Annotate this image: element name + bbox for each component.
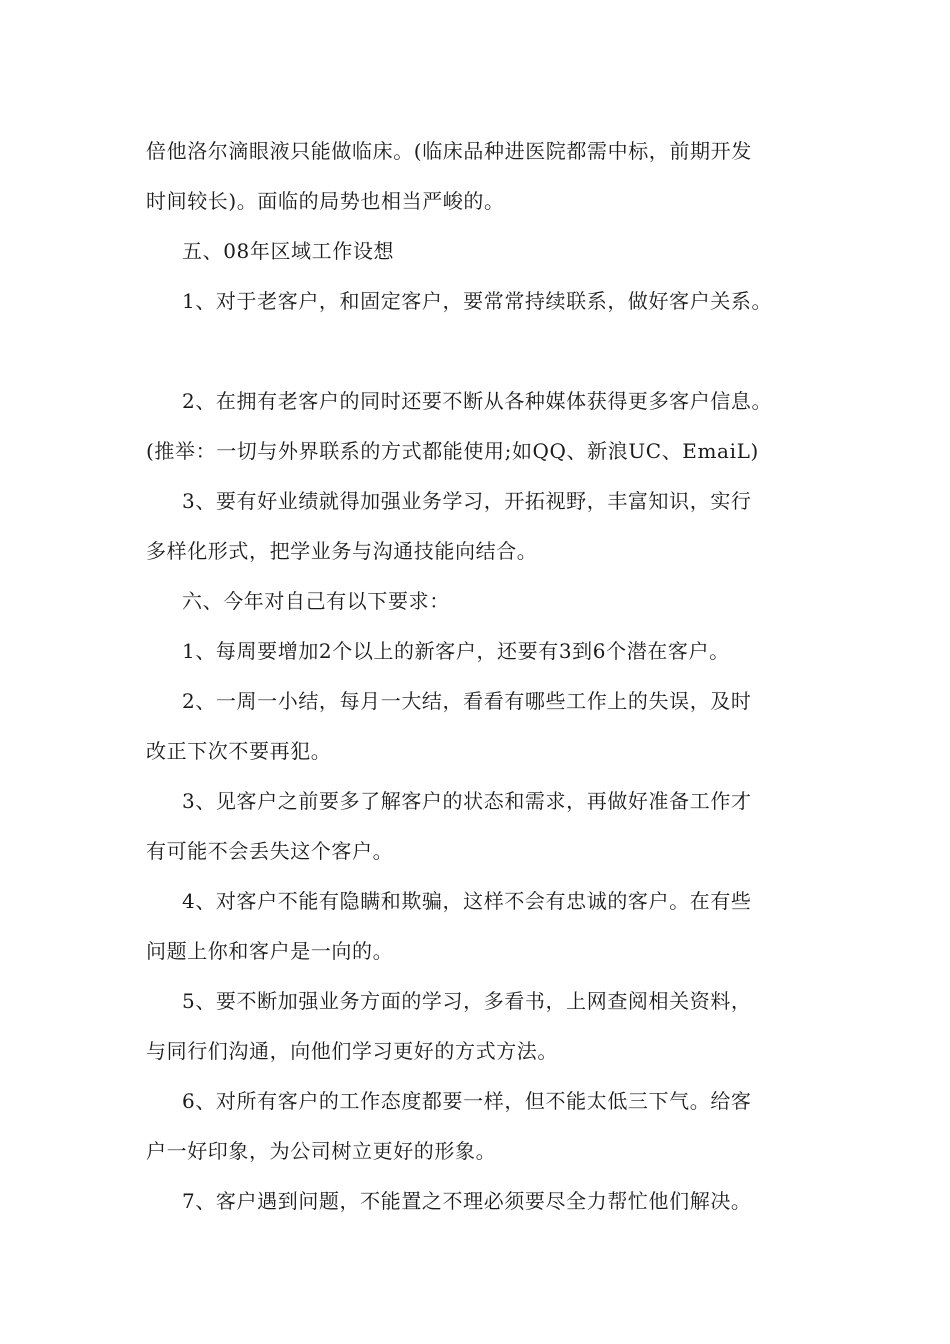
text-line: 多样化形式，把学业务与沟通技能向结合。 bbox=[146, 539, 538, 563]
text-line: 问题上你和客户是一向的。 bbox=[146, 939, 394, 963]
text-line: 时间较长)。面临的局势也相当严峻的。 bbox=[146, 189, 505, 213]
text-line: 与同行们沟通，向他们学习更好的方式方法。 bbox=[146, 1039, 558, 1063]
text-line: 户一好印象，为公司树立更好的形象。 bbox=[146, 1139, 497, 1163]
text-line: 7、客户遇到问题，不能置之不理必须要尽全力帮忙他们解决。 bbox=[182, 1189, 752, 1213]
text-line: 倍他洛尔滴眼液只能做临床。(临床品种进医院都需中标，前期开发 bbox=[146, 139, 752, 163]
text-line: 1、每周要增加2个以上的新客户，还要有3到6个潜在客户。 bbox=[182, 639, 730, 663]
text-line: 有可能不会丢失这个客户。 bbox=[146, 839, 394, 863]
text-line: 6、对所有客户的工作态度都要一样，但不能太低三下气。给客 bbox=[182, 1089, 752, 1113]
text-line: 2、在拥有老客户的同时还要不断从各种媒体获得更多客户信息。 bbox=[182, 389, 773, 413]
section-heading: 六、今年对自己有以下要求： bbox=[182, 589, 450, 613]
text-line: 改正下次不要再犯。 bbox=[146, 739, 332, 763]
text-line: 2、一周一小结，每月一大结，看看有哪些工作上的失误，及时 bbox=[182, 689, 752, 713]
text-line: 1、对于老客户，和固定客户，要常常持续联系，做好客户关系。 bbox=[182, 289, 773, 313]
section-heading: 五、08年区域工作设想 bbox=[182, 239, 395, 263]
text-line: (推举：一切与外界联系的方式都能使用;如QQ、新浪UC、EmaiL) bbox=[146, 439, 759, 463]
text-line: 3、要有好业绩就得加强业务学习，开拓视野，丰富知识，实行 bbox=[182, 489, 752, 513]
text-line: 4、对客户不能有隐瞒和欺骗，这样不会有忠诚的客户。在有些 bbox=[182, 889, 752, 913]
text-line: 3、见客户之前要多了解客户的状态和需求，再做好准备工作才 bbox=[182, 789, 752, 813]
text-line: 5、要不断加强业务方面的学习，多看书，上网查阅相关资料， bbox=[182, 989, 752, 1013]
